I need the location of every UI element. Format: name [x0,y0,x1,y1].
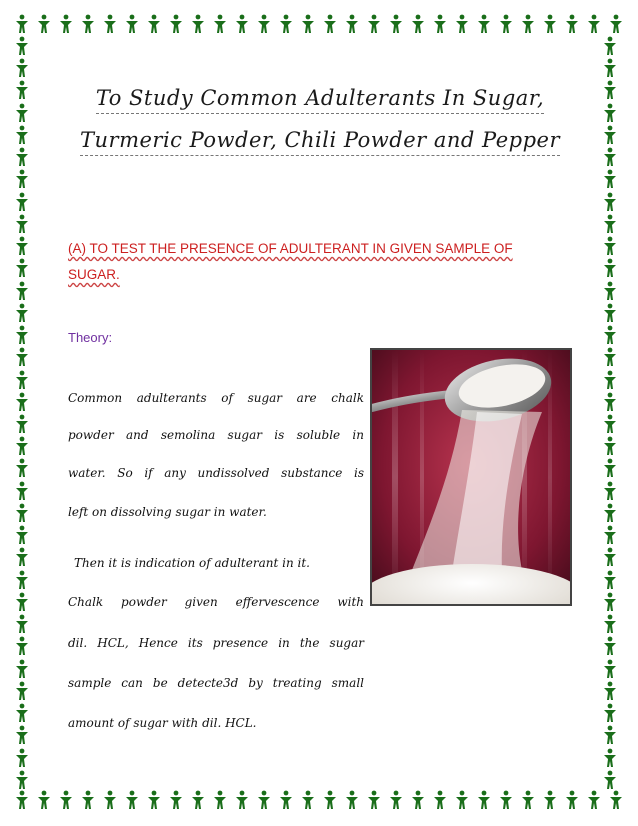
border-figure-icon [14,414,30,434]
border-figure-icon [278,14,294,34]
border-figure-icon [602,614,618,634]
theory-line: dil. HCL, Hence its presence in the sugar [68,636,364,650]
border-figure-icon [602,592,618,612]
border-figure-icon [520,14,536,34]
border-figure-icon [14,458,30,478]
border-figure-icon [36,14,52,34]
border-figure-icon [256,14,272,34]
border-figure-icon [602,147,618,167]
border-figure-icon [476,14,492,34]
border-figure-icon [14,236,30,256]
border-figure-icon [212,790,228,810]
border-figure-icon [190,790,206,810]
border-figure-icon [234,790,250,810]
border-figure-icon [564,790,580,810]
border-figure-icon [322,14,338,34]
border-figure-icon [14,659,30,679]
border-figure-icon [14,214,30,234]
border-figure-icon [278,790,294,810]
border-figure-icon [36,790,52,810]
border-figure-icon [410,790,426,810]
border-figure-icon [344,14,360,34]
border-figure-icon [14,392,30,412]
border-figure-icon [454,14,470,34]
border-figure-icon [300,790,316,810]
border-figure-icon [234,14,250,34]
border-figure-icon [58,790,74,810]
border-figure-icon [602,258,618,278]
border-figure-icon [124,14,140,34]
border-figure-icon [14,436,30,456]
border-figure-icon [14,125,30,145]
border-figure-icon [14,748,30,768]
border-figure-icon [124,790,140,810]
border-figure-icon [344,790,360,810]
border-figure-icon [564,14,580,34]
border-figure-icon [410,14,426,34]
border-figure-icon [498,790,514,810]
border-figure-icon [388,790,404,810]
decorative-border-left [14,36,36,790]
sugar-spoon-photo [370,348,572,606]
border-figure-icon [14,614,30,634]
border-figure-icon [602,169,618,189]
border-figure-icon [602,214,618,234]
border-figure-icon [602,36,618,56]
theory-line: Common adulterants of sugar are chalk [68,391,364,405]
border-figure-icon [602,436,618,456]
border-figure-icon [58,14,74,34]
border-figure-icon [602,192,618,212]
border-figure-icon [602,748,618,768]
border-figure-icon [602,125,618,145]
border-figure-icon [14,36,30,56]
border-figure-icon [608,790,624,810]
border-figure-icon [14,192,30,212]
border-figure-icon [14,169,30,189]
border-figure-icon [300,14,316,34]
border-figure-icon [602,636,618,656]
border-figure-icon [14,14,30,34]
border-figure-icon [14,303,30,323]
border-figure-icon [14,325,30,345]
border-figure-icon [14,525,30,545]
border-figure-icon [14,481,30,501]
border-figure-icon [602,325,618,345]
border-figure-icon [366,790,382,810]
border-figure-icon [14,681,30,701]
border-figure-icon [14,770,30,790]
border-figure-icon [14,370,30,390]
border-figure-icon [102,14,118,34]
theory-line: Then it is indication of adulterant in it. [74,556,310,570]
border-figure-icon [14,103,30,123]
document-title-line-2: Turmeric Powder, Chili Powder and Pepper [60,128,580,152]
border-figure-icon [322,790,338,810]
border-figure-icon [168,14,184,34]
border-figure-icon [602,103,618,123]
theory-line: Chalk powder given effervescence with [68,595,364,609]
border-figure-icon [14,80,30,100]
theory-line: water. So if any undissolved substance is [68,466,364,480]
decorative-border-bottom [14,790,624,812]
section-heading-line-2: SUGAR. [68,267,120,282]
section-heading [68,236,548,288]
border-figure-icon [602,503,618,523]
border-figure-icon [14,547,30,567]
border-figure-icon [602,547,618,567]
border-figure-icon [80,790,96,810]
border-figure-icon [146,14,162,34]
border-figure-icon [602,525,618,545]
border-figure-icon [542,790,558,810]
theory-line: left on dissolving sugar in water. [68,505,267,519]
border-figure-icon [602,392,618,412]
border-figure-icon [14,592,30,612]
border-figure-icon [14,58,30,78]
border-figure-icon [212,14,228,34]
border-figure-icon [14,790,30,810]
border-figure-icon [602,659,618,679]
border-figure-icon [602,347,618,367]
decorative-border-top [14,14,624,36]
border-figure-icon [168,790,184,810]
border-figure-icon [14,725,30,745]
theory-label: Theory: [68,330,113,345]
theory-line: amount of sugar with dil. HCL. [68,716,257,730]
border-figure-icon [14,258,30,278]
document-title-line-1: To Study Common Adulterants In Sugar, [60,86,580,110]
border-figure-icon [602,570,618,590]
theory-line: sample can be detecte3d by treating small [68,676,364,690]
border-figure-icon [602,703,618,723]
theory-line: powder and semolina sugar is soluble in [68,428,364,442]
border-figure-icon [542,14,558,34]
border-figure-icon [602,458,618,478]
border-figure-icon [520,790,536,810]
border-figure-icon [146,790,162,810]
section-heading-line-1: (A) TO TEST THE PRESENCE OF ADULTERANT IN GIVEN SAMPLE OF [68,241,513,256]
border-figure-icon [602,681,618,701]
border-figure-icon [476,790,492,810]
border-figure-icon [388,14,404,34]
border-figure-icon [454,790,470,810]
border-figure-icon [432,14,448,34]
border-figure-icon [602,370,618,390]
border-figure-icon [602,414,618,434]
border-figure-icon [14,503,30,523]
border-figure-icon [498,14,514,34]
sugar-spoon-image [372,350,570,604]
border-figure-icon [586,790,602,810]
border-figure-icon [256,790,272,810]
border-figure-icon [602,481,618,501]
border-figure-icon [602,770,618,790]
border-figure-icon [190,14,206,34]
border-figure-icon [14,281,30,301]
decorative-border-right [602,36,624,790]
border-figure-icon [366,14,382,34]
border-figure-icon [14,636,30,656]
border-figure-icon [14,703,30,723]
border-figure-icon [602,80,618,100]
border-figure-icon [602,58,618,78]
border-figure-icon [602,725,618,745]
border-figure-icon [102,790,118,810]
border-figure-icon [586,14,602,34]
border-figure-icon [80,14,96,34]
border-figure-icon [432,790,448,810]
border-figure-icon [602,303,618,323]
border-figure-icon [608,14,624,34]
border-figure-icon [14,147,30,167]
border-figure-icon [602,236,618,256]
border-figure-icon [602,281,618,301]
border-figure-icon [14,347,30,367]
border-figure-icon [14,570,30,590]
